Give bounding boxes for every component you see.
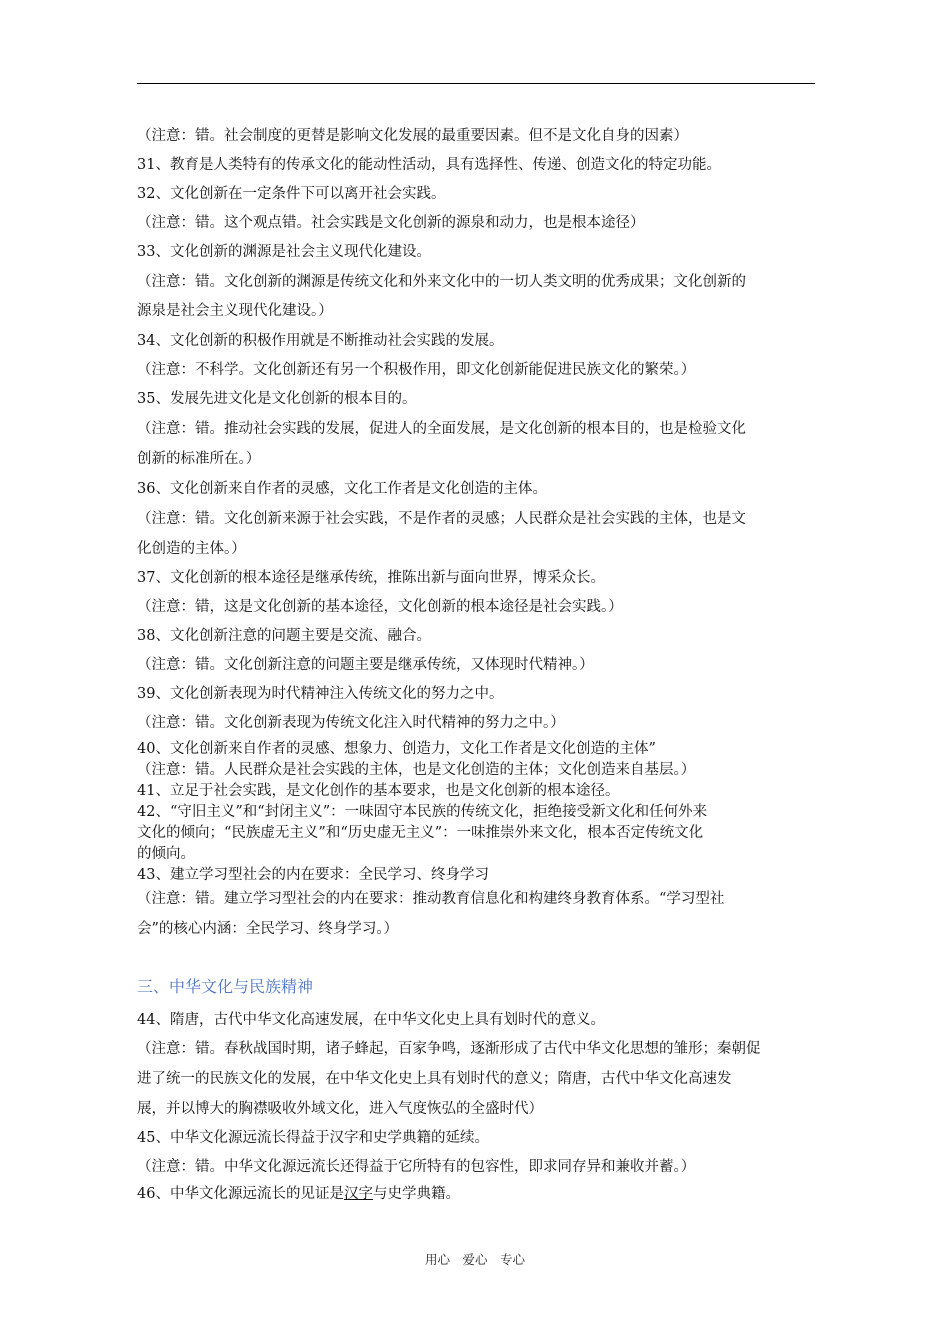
note-line: 化创造的主体。） [137, 541, 246, 557]
note-line: （注意：错。文化创新来源于社会实践，不是作者的灵感；人民群众是社会实践的主体，也是文 [137, 511, 746, 527]
note-line: （注意：错。文化创新注意的问题主要是继承传统，又体现时代精神。） [137, 657, 594, 673]
note-line: 源泉是社会主义现代化建设。） [137, 303, 333, 319]
note-line: （注意：错。这个观点错。社会实践是文化创新的源泉和动力，也是根本途径） [137, 215, 645, 231]
statement-45: 45、中华文化源远流长得益于汉字和史学典籍的延续。 [137, 1130, 489, 1146]
statement-42-cont: 的倾向。 [137, 846, 195, 862]
statement-38: 38、文化创新注意的问题主要是交流、融合。 [137, 628, 431, 644]
statement-34: 34、文化创新的积极作用就是不断推动社会实践的发展。 [137, 333, 504, 349]
note-line: （注意：错，这是文化创新的基本途径，文化创新的根本途径是社会实践。） [137, 599, 623, 615]
statement-40: 40、文化创新来自作者的灵感、想象力、创造力，文化工作者是文化创造的主体” [137, 741, 656, 757]
statement-46-suffix: 与史学典籍。 [372, 1186, 460, 1202]
header-rule [137, 83, 815, 84]
statement-42-cont: 文化的倾向；“民族虚无主义”和“历史虚无主义”：一味推崇外来文化，根本否定传统文化 [137, 825, 704, 841]
note-line: （注意：错。人民群众是社会实践的主体，也是文化创造的主体；文化创造来自基层。） [137, 762, 696, 778]
note-line: （注意：错。社会制度的更替是影响文化发展的最重要因素。但不是文化自身的因素） [137, 128, 688, 144]
note-line: （注意：错。春秋战国时期，诸子蜂起，百家争鸣，逐渐形成了古代中华文化思想的雏形；秦朝促 [137, 1041, 761, 1057]
statement-41: 41、立足于社会实践，是文化创作的基本要求，也是文化创新的根本途径。 [137, 783, 620, 799]
note-line: 会”的核心内涵：全民学习、终身学习。） [137, 921, 399, 937]
statement-36: 36、文化创新来自作者的灵感，文化工作者是文化创造的主体。 [137, 481, 547, 497]
statement-46 [137, 1184, 460, 1204]
note-line: （注意：错。中华文化源远流长还得益于它所特有的包容性，即求同存异和兼收并蓄。） [137, 1159, 696, 1175]
statement-44: 44、隋唐，古代中华文化高速发展，在中华文化史上具有划时代的意义。 [137, 1012, 605, 1028]
note-line: （注意：不科学。文化创新还有另一个积极作用，即文化创新能促进民族文化的繁荣。） [137, 362, 696, 378]
note-line: 创新的标准所在。） [137, 451, 261, 467]
statement-43: 43、建立学习型社会的内在要求：全民学习、终身学习 [137, 867, 489, 883]
statement-35: 35、发展先进文化是文化创新的根本目的。 [137, 391, 417, 407]
statement-32: 32、文化创新在一定条件下可以离开社会实践。 [137, 186, 446, 202]
statement-39: 39、文化创新表现为时代精神注入传统文化的努力之中。 [137, 686, 504, 702]
underlined-term: 汉字 [343, 1186, 373, 1202]
section-heading: 三、中华文化与民族精神 [137, 977, 314, 996]
note-line: （注意：错。文化创新表现为传统文化注入时代精神的努力之中。） [137, 715, 565, 731]
statement-37: 37、文化创新的根本途径是继承传统，推陈出新与面向世界，博采众长。 [137, 570, 605, 586]
statement-31: 31、教育是人类特有的传承文化的能动性活动，具有选择性、传递、创造文化的特定功能。 [137, 157, 721, 173]
page-footer: 用心 爱心 专心 [424, 1252, 525, 1267]
note-line: （注意：错。推动社会实践的发展，促进人的全面发展，是文化创新的根本目的，也是检验文化 [137, 421, 746, 437]
statement-46-prefix: 46、中华文化源远流长的见证是 [137, 1186, 344, 1202]
note-line: （注意：错。建立学习型社会的内在要求：推动教育信息化和构建终身教育体系。“学习型社 [137, 891, 725, 907]
note-line: 进了统一的民族文化的发展，在中华文化史上具有划时代的意义；隋唐，古代中华文化高速发 [137, 1071, 732, 1087]
note-line: （注意：错。文化创新的渊源是传统文化和外来文化中的一切人类文明的优秀成果；文化创新的 [137, 274, 746, 290]
note-line: 展，并以博大的胸襟吸收外域文化，进入气度恢弘的全盛时代） [137, 1101, 543, 1117]
statement-42: 42、“守旧主义”和“封闭主义”：一味固守本民族的传统文化，拒绝接受新文化和任何外来 [137, 804, 708, 820]
statement-33: 33、文化创新的渊源是社会主义现代化建设。 [137, 244, 431, 260]
